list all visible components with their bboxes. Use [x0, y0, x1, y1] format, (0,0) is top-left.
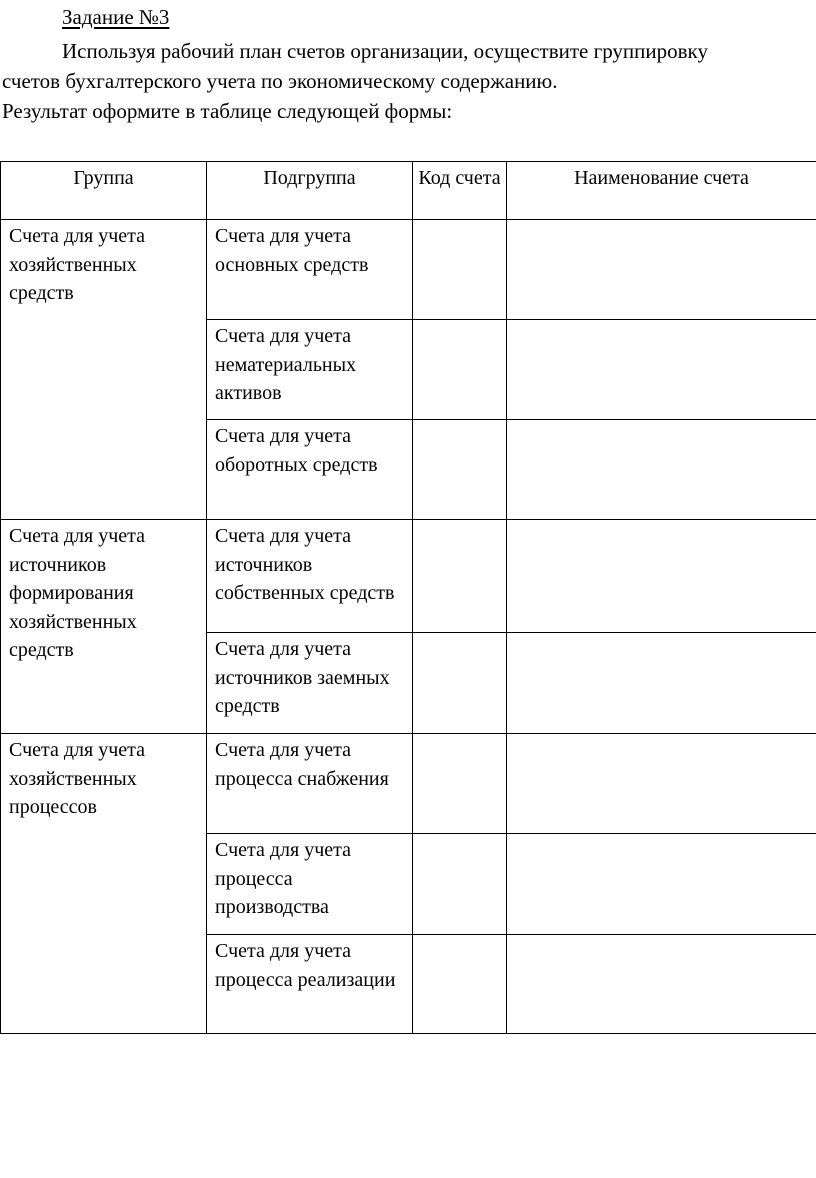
name-cell[interactable] — [507, 320, 816, 420]
subgroup-cell: Счета для учета источников собственных средств — [207, 520, 413, 633]
table-row — [1, 520, 816, 633]
code-cell[interactable] — [413, 220, 507, 320]
name-cell[interactable] — [507, 935, 816, 1034]
header-group: Группа — [1, 162, 207, 220]
table-header-row — [1, 162, 816, 220]
name-cell[interactable] — [507, 834, 816, 935]
subgroup-cell: Счета для учета источников заемных средств — [207, 633, 413, 734]
code-cell[interactable] — [413, 633, 507, 734]
header-subgroup: Подгруппа — [207, 162, 413, 220]
subgroup-cell: Счета для учета процесса производства — [207, 834, 413, 935]
name-cell[interactable] — [507, 633, 816, 734]
header-name: Наименование счета — [507, 162, 816, 220]
subgroup-cell: Счета для учета оборотных средств — [207, 420, 413, 520]
intro-line-1: Используя рабочий план счетов организации, осуществите группировку — [62, 39, 708, 63]
subgroup-cell: Счета для учета нематериальных активов — [207, 320, 413, 420]
code-cell[interactable] — [413, 420, 507, 520]
subgroup-cell: Счета для учета процесса снабжения — [207, 734, 413, 834]
group-cell: Счета для учета источников формирования хозяйственных средств — [1, 520, 207, 734]
name-cell[interactable] — [507, 420, 816, 520]
name-cell[interactable] — [507, 220, 816, 320]
accounts-grouping-table — [0, 161, 816, 1034]
group-cell: Счета для учета хозяйственных процессов — [1, 734, 207, 1034]
subgroup-cell: Счета для учета основных средств — [207, 220, 413, 320]
code-cell[interactable] — [413, 935, 507, 1034]
code-cell[interactable] — [413, 834, 507, 935]
table-row — [1, 734, 816, 834]
code-cell[interactable] — [413, 320, 507, 420]
code-cell[interactable] — [413, 520, 507, 633]
header-code: Код счета — [413, 162, 507, 220]
intro-line-3: Результат оформите в таблице следующей формы: — [2, 99, 453, 123]
group-cell: Счета для учета хозяйственных средств — [1, 220, 207, 520]
subgroup-cell: Счета для учета процесса реализации — [207, 935, 413, 1034]
intro-line-2: счетов бухгалтерского учета по экономическому содержанию. — [2, 69, 558, 93]
code-cell[interactable] — [413, 734, 507, 834]
name-cell[interactable] — [507, 734, 816, 834]
table-row — [1, 220, 816, 320]
task-title: Задание №3 — [62, 5, 170, 29]
name-cell[interactable] — [507, 520, 816, 633]
